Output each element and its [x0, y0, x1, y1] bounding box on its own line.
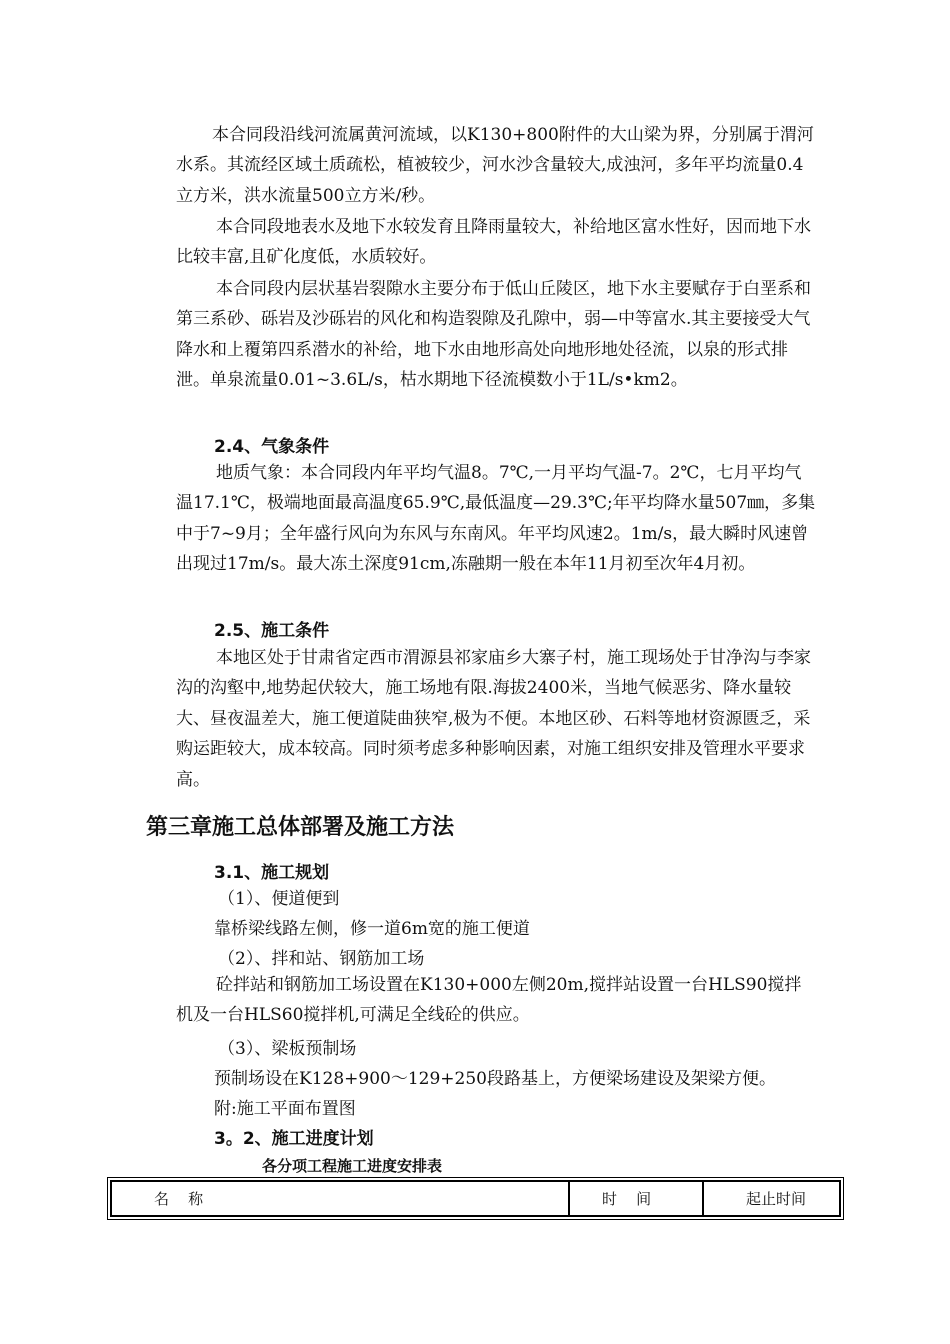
paragraph-river: 本合同段沿线河流属黄河流域，以K130+800附件的大山梁为界，分别属于渭河水系。其流经区域土质疏松，植被较少，河水沙含量较大,成浊河，多年平均流量0.4立方米，洪水流量500立方米/秒。	[176, 125, 814, 206]
item-1: （1）、便道便到	[218, 889, 340, 909]
paragraph-surface-water: 本合同段地表水及地下水较发育且降雨量较大，补给地区富水性好，因而地下水比较丰富,且矿化度低，水质较好。	[176, 217, 811, 268]
heading-planning: 3.1、施工规划	[214, 863, 330, 883]
appendix-note: 附:施工平面布置图	[214, 1099, 356, 1119]
item-3: （3）、梁板预制场	[218, 1039, 357, 1059]
item-2: （2）、拌和站、钢筋加工场	[218, 949, 425, 969]
heading-climate: 2.4、气象条件	[214, 437, 330, 457]
header-time: 时 间	[569, 1181, 703, 1216]
header-name: 名 称	[111, 1181, 569, 1216]
heading-schedule: 3。2、施工进度计划	[214, 1129, 374, 1149]
paragraph-construction: 本地区处于甘肃省定西市渭源县祁家庙乡大寨子村，施工现场处于甘净沟与李家沟的沟壑中,地势起伏较大，施工场地有限.海拔2400米，当地气候恶劣、降水量较大、昼夜温差大，施工便道陡曲狭窄,极为不便。本地区砂、石料等地材资源匮乏，采购运距较大，成本较高。同时须考虑多种影响因素，对施工组织安排及管理水平要求高。	[176, 648, 811, 790]
header-start-end: 起止时间	[703, 1181, 840, 1216]
item-3-desc: 预制场设在K128+900～129+250段路基上，方便梁场建设及架梁方便。	[214, 1069, 776, 1089]
heading-construction: 2.5、施工条件	[214, 621, 330, 641]
table-header-row	[111, 1181, 840, 1216]
paragraph-bedrock-water: 本合同段内层状基岩裂隙水主要分布于低山丘陵区，地下水主要赋存于白垩系和第三系砂、砾岩及沙砾岩的风化和构造裂隙及孔隙中，弱—中等富水.其主要接受大气降水和上覆第四系潜水的补给，地下水由地形高处向地形地处径流，以泉的形式排泄。单泉流量0.01~3.6L/s，枯水期地下径流模数小于1L/s•km2。	[176, 279, 811, 391]
paragraph-mixing-station: 砼拌站和钢筋加工场设置在K130+000左侧20m,搅拌站设置一台HLS90搅拌机及一台HLS60搅拌机,可满足全线砼的供应。	[176, 975, 802, 1026]
item-1-desc: 靠桥梁线路左侧，修一道6m宽的施工便道	[214, 919, 530, 939]
chapter-title: 第三章施工总体部署及施工方法	[146, 815, 455, 840]
schedule-table	[110, 1180, 841, 1217]
paragraph-climate: 地质气象：本合同段内年平均气温8。7℃,一月平均气温-7。2℃，七月平均气温17.1℃，极端地面最高温度65.9℃,最低温度—29.3℃;年平均降水量507㎜，多集中于7~9月；全年盛行风向为东风与东南风。年平均风速2。1m/s，最大瞬时风速曾出现过17m/s。最大冻土深度91cm,冻融期一般在本年11月初至次年4月初。	[176, 463, 816, 575]
table-caption: 各分项工程施工进度安排表	[262, 1157, 443, 1175]
